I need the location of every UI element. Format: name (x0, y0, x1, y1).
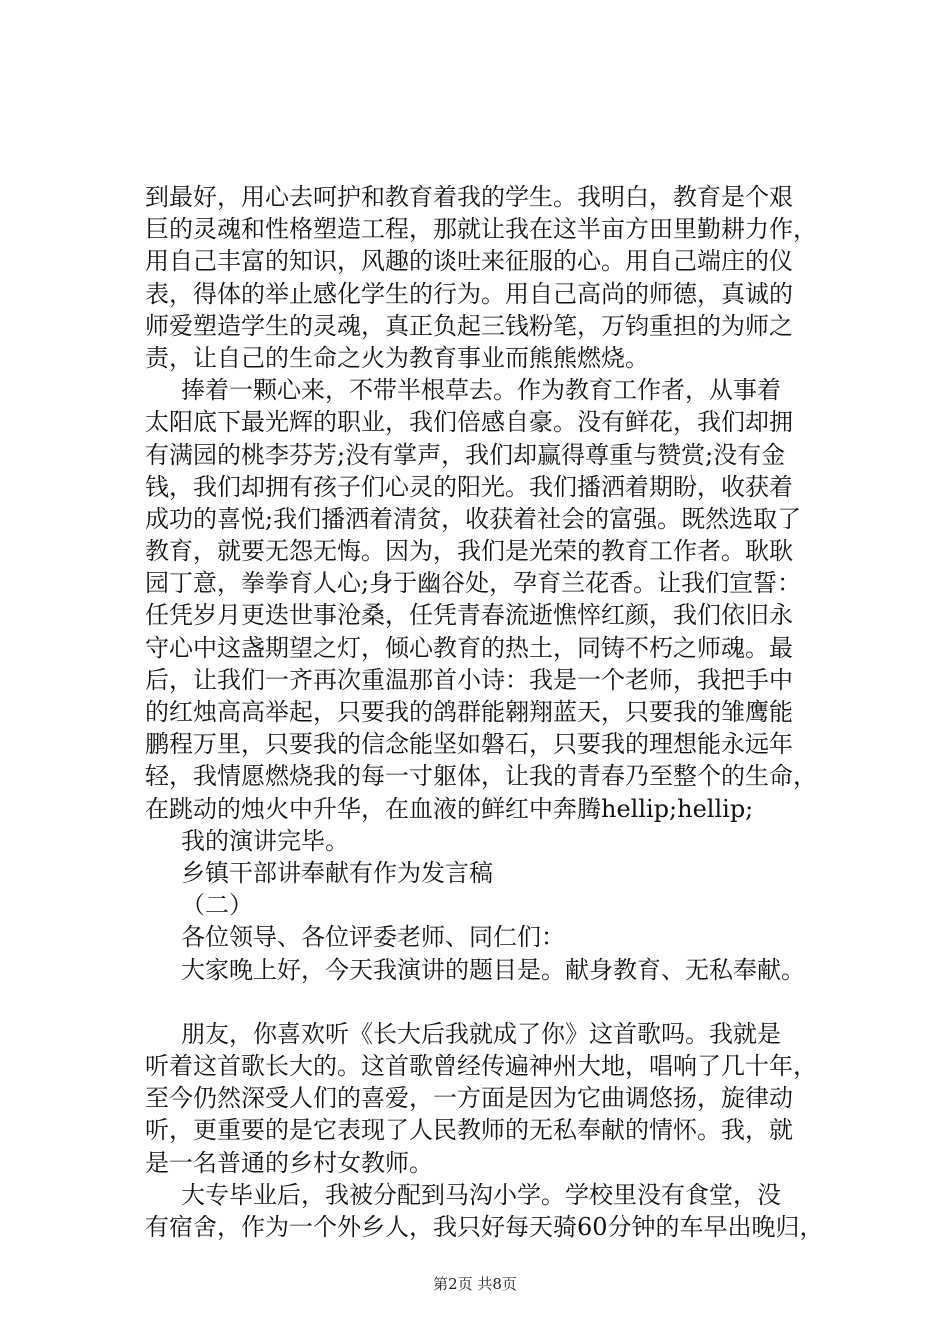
text-line: 捧着一颗心来，不带半根草去。作为教育工作者，从事着 (181, 376, 781, 405)
text-line: 有宿舍，作为一个外乡人，我只好每天骑60分钟的车早出晚归， (145, 1213, 824, 1241)
text-line: 守心中这盏期望之灯，倾心教育的热土，同铸不朽之师魂。最 (145, 633, 793, 662)
text-line: 在跳动的烛火中升华，在血液的鲜红中奔腾hellip;hellip; (145, 794, 754, 823)
text-line: 教育，就要无怨无悔。因为，我们是光荣的教育工作者。耿耿 (145, 537, 793, 566)
text-line: 朋友，你喜欢听《长大后我就成了你》这首歌吗。我就是 (181, 1019, 781, 1048)
text-line: 钱，我们却拥有孩子们心灵的阳光。我们播洒着期盼，收获着 (145, 472, 793, 501)
body-text (145, 181, 860, 1243)
page-footer: 第2页 共8页 (433, 1275, 517, 1293)
text-line: 园丁意，拳拳育人心;身于幽谷处，孕育兰花香。让我们宣誓： (145, 569, 802, 598)
text-line: 轻，我情愿燃烧我的每一寸躯体，让我的青春乃至整个的生命， (145, 762, 817, 791)
text-line: 大专毕业后，我被分配到马沟小学。学校里没有食堂，没 (181, 1180, 781, 1209)
text-line: 的红烛高高举起，只要我的鸽群能翱翔蓝天，只要我的雏鹰能 (145, 698, 793, 726)
text-line: 乡镇干部讲奉献有作为发言稿 (181, 858, 493, 887)
text-line: 用自己丰富的知识，风趣的谈吐来征服的心。用自己端庄的仪 (145, 247, 793, 276)
text-line: 师爱塑造学生的灵魂，真正负起三钱粉笔，万钧重担的为师之 (145, 311, 793, 340)
text-line: 听，更重要的是它表现了人民教师的无私奉献的情怀。我，就 (145, 1116, 793, 1145)
text-line: 到最好，用心去呵护和教育着我的学生。我明白，教育是个艰 (145, 183, 793, 211)
text-line: 巨的灵魂和性格塑造工程，那就让我在这半亩方田里勤耕力作， (145, 215, 817, 244)
text-line: 是一名普通的乡村女教师。 (145, 1148, 433, 1177)
text-line: （二） (181, 891, 253, 920)
text-line: 有满园的桃李芬芳;没有掌声，我们却赢得尊重与赞赏;没有金 (145, 440, 786, 469)
text-line: 太阳底下最光辉的职业，我们倍感自豪。没有鲜花，我们却拥 (145, 408, 793, 437)
text-line: 我的演讲完毕。 (181, 826, 349, 855)
text-line: 责，让自己的生命之火为教育事业而熊熊燃烧。 (145, 343, 649, 372)
text-line: 至今仍然深受人们的喜爱，一方面是因为它曲调悠扬，旋律动 (145, 1084, 793, 1113)
text-line: 各位领导、各位评委老师、同仁们： (181, 923, 565, 952)
text-line: 成功的喜悦;我们播洒着清贫，收获着社会的富强。既然选取了 (145, 504, 802, 533)
text-line: 任凭岁月更迭世事沧桑，任凭青春流逝憔悴红颜，我们依旧永 (145, 601, 793, 630)
text-line: 鹏程万里，只要我的信念能坚如磐石，只要我的理想能永远年 (145, 730, 793, 759)
text-line: 表，得体的举止感化学生的行为。用自己高尚的师德，真诚的 (145, 279, 793, 308)
text-line: 听着这首歌长大的。这首歌曾经传遍神州大地，唱响了几十年， (145, 1052, 817, 1081)
text-line: 后，让我们一齐再次重温那首小诗：我是一个老师，我把手中 (145, 665, 793, 694)
text-line: 大家晚上好，今天我演讲的题目是。献身教育、无私奉献。 (181, 955, 805, 984)
